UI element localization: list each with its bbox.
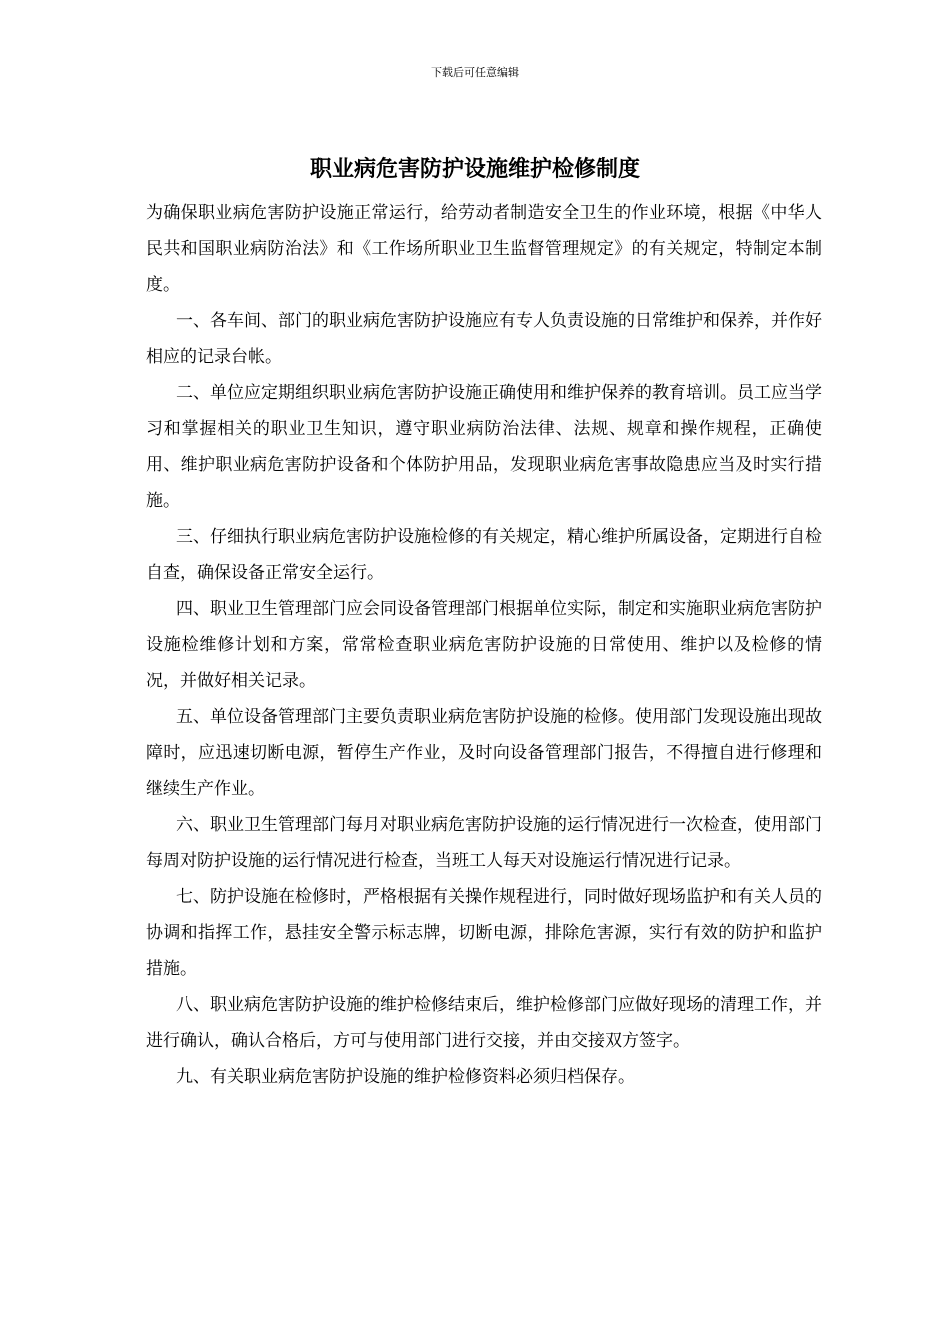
- clause-4: 四、职业卫生管理部门应会同设备管理部门根据单位实际，制定和实施职业病危害防护设施检维修计划和方案，常常检查职业病危害防护设施的日常使用、维护以及检修的情况，并做好相关记录。: [146, 599, 822, 691]
- clause-7: 七、防护设施在检修时，严格根据有关操作规程进行，同时做好现场监护和有关人员的协调和指挥工作，悬挂安全警示标志牌，切断电源，排除危害源，实行有效的防护和监护措施。: [146, 887, 822, 979]
- clause-9: 九、有关职业病危害防护设施的维护检修资料必须归档保存。: [176, 1067, 635, 1087]
- clause-5: 五、单位设备管理部门主要负责职业病危害防护设施的检修。使用部门发现设施出现故障时，应迅速切断电源，暂停生产作业，及时向设备管理部门报告，不得擅自进行修理和继续生产作业。: [146, 707, 822, 799]
- clause-8: 八、职业病危害防护设施的维护检修结束后，维护检修部门应做好现场的清理工作，并进行确认，确认合格后，方可与使用部门进行交接，并由交接双方签字。: [146, 995, 822, 1051]
- clause-6: 六、职业卫生管理部门每月对职业病危害防护设施的运行情况进行一次检查，使用部门每周对防护设施的运行情况进行检查，当班工人每天对设施运行情况进行记录。: [146, 815, 822, 871]
- clause-1: 一、各车间、部门的职业病危害防护设施应有专人负责设施的日常维护和保养，并作好相应的记录台帐。: [146, 311, 822, 367]
- document-title: 职业病危害防护设施维护检修制度: [309, 156, 640, 182]
- clause-3: 三、仔细执行职业病危害防护设施检修的有关规定，精心维护所属设备，定期进行自检自查，确保设备正常安全运行。: [146, 527, 822, 583]
- intro-paragraph: 为确保职业病危害防护设施正常运行，给劳动者制造安全卫生的作业环境，根据《中华人民共和国职业病防治法》和《工作场所职业卫生监督管理规定》的有关规定，特制定本制度。: [146, 203, 822, 295]
- page-header-note: 下载后可任意编辑: [431, 66, 519, 79]
- document-body: [146, 195, 822, 1095]
- clause-2: 二、单位应定期组织职业病危害防护设施正确使用和维护保养的教育培训。员工应当学习和掌握相关的职业卫生知识，遵守职业病防治法律、法规、规章和操作规程，正确使用、维护职业病危害防护设备和个体防护用品，发现职业病危害事故隐患应当及时实行措施。: [146, 383, 822, 511]
